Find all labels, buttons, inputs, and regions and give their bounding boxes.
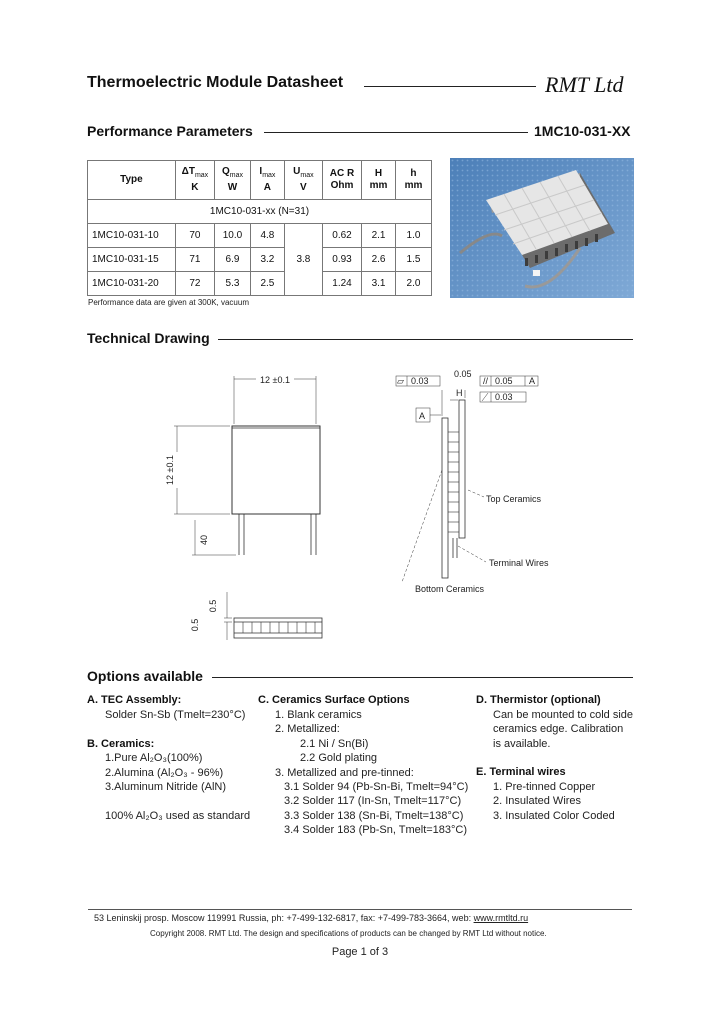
option-b-note: 100% Al₂O₃ used as standard [105, 810, 251, 822]
technical-drawing [150, 360, 600, 650]
tol-parallel-ref: A [529, 376, 536, 386]
option-c-item: 3.2 Solder 117 (In-Sn, Tmelt=117°C) [284, 795, 462, 807]
option-c-item: 3.3 Solder 138 (Sn-Bi, Tmelt=138°C) [284, 810, 464, 822]
performance-note: Performance data are given at 300K, vacuum [88, 298, 249, 307]
option-c-item: 2.1 Ni / Sn(Bi) [300, 738, 369, 750]
option-e-item: 1. Pre-tinned Copper [493, 781, 596, 793]
performance-table [87, 160, 432, 296]
footer-address: 53 Leninskij prosp. Moscow 119991 Russia, ph: +7-499-132-6817, fax: +7-499-783-3664, web: www.rmtltd.ru [94, 913, 529, 923]
tol-parallel: 0.05 [495, 376, 513, 386]
option-d-item: ceramics edge. Calibration [493, 723, 624, 735]
performance-rule [264, 132, 528, 133]
col-qmax: $Q_{max}$ W [215, 161, 251, 200]
parallel-symbol: // [483, 376, 489, 386]
footer-copyright: Copyright 2008. RMT Ltd. The design and specifications of products can be changed by RMT Ltd without notice. [150, 929, 547, 938]
cell-qmax: 10.0 [215, 224, 251, 248]
col-acr: AC R Ohm [322, 161, 361, 200]
dim-height: 12 ±0.1 [165, 455, 175, 485]
table-row [88, 248, 432, 272]
option-d-item: is available. [493, 738, 551, 750]
flatness-symbol: ⏥ [397, 376, 404, 386]
options-section-title: Options available [87, 668, 203, 684]
option-c-item: 3. Metallized and pre-tinned: [275, 767, 414, 779]
header-rule [364, 86, 536, 87]
option-e-item: 2. Insulated Wires [493, 795, 582, 807]
cell-umax-shared: 3.8 [284, 224, 322, 296]
table-row [88, 224, 432, 248]
dim-thickness: 0.5 [190, 618, 200, 632]
label-bottom-ceramics: Bottom Ceramics [415, 584, 485, 594]
model-code: 1MC10-031-XX [534, 123, 631, 139]
footer-rule [88, 909, 632, 910]
cell-acr: 1.24 [322, 272, 361, 296]
datum-A: A [419, 411, 426, 421]
brand-logo: RMT Ltd [545, 72, 624, 97]
cell-H: 3.1 [362, 272, 396, 296]
cell-h: 1.5 [395, 248, 431, 272]
option-c-item: 3.4 Solder 183 (Pb-Sn, Tmelt=183°C) [284, 824, 468, 836]
col-h: h mm [395, 161, 431, 200]
cell-acr: 0.62 [322, 224, 361, 248]
table-row [88, 272, 432, 296]
option-b-title: B. Ceramics: [87, 738, 155, 750]
option-b-item: 3.Aluminum Nitride (AlN) [105, 781, 227, 793]
options-rule [212, 677, 633, 678]
cell-qmax: 6.9 [215, 248, 251, 272]
cell-dtmax: 71 [175, 248, 214, 272]
option-c-item: 2.2 Gold plating [300, 752, 378, 764]
dim-wire: 40 [199, 534, 209, 546]
tol-parallel-h: 0.05 [454, 369, 472, 379]
table-group-row [88, 200, 432, 224]
option-b-item: 2.Alumina (Al₂O₃ - 96%) [105, 767, 224, 779]
cell-acr: 0.93 [322, 248, 361, 272]
label-top-ceramics: Top Ceramics [486, 494, 542, 504]
table-header-row [88, 161, 432, 200]
cell-H: 2.6 [362, 248, 396, 272]
cell-qmax: 5.3 [215, 272, 251, 296]
option-e-title: E. Terminal wires [476, 766, 566, 778]
dim-H: H [456, 388, 463, 398]
option-c-item: 3.1 Solder 94 (Pb-Sn-Bi, Tmelt=94°C) [284, 781, 469, 793]
page-number: Page 1 of 3 [331, 946, 389, 958]
tol-flatness-2: 0.03 [495, 392, 513, 402]
option-a-title: A. TEC Assembly: [87, 694, 182, 706]
cell-imax: 4.8 [250, 224, 284, 248]
col-umax: $U_{max}$ V [284, 161, 322, 200]
drawing-section-title: Technical Drawing [87, 330, 210, 346]
option-c-title: C. Ceramics Surface Options [258, 694, 410, 706]
option-d-title: D. Thermistor (optional) [476, 694, 601, 706]
option-c-item: 2. Metallized: [275, 723, 340, 735]
performance-section-title: Performance Parameters [87, 123, 253, 139]
drawing-rule [218, 339, 633, 340]
cell-h: 1.0 [395, 224, 431, 248]
col-dtmax: $\Delta T_{max}$ K [175, 161, 214, 200]
cell-dtmax: 70 [175, 224, 214, 248]
tol-flatness: 0.03 [411, 376, 429, 386]
cell-H: 2.1 [362, 224, 396, 248]
module-photo [450, 158, 634, 298]
col-imax: $I_{max}$ A [250, 161, 284, 200]
cell-imax: 3.2 [250, 248, 284, 272]
document-title: Thermoelectric Module Datasheet [87, 74, 344, 91]
cell-type: 1MC10-031-15 [88, 248, 176, 272]
dim-gap: 0.5 [208, 599, 218, 613]
label-terminal-wires: Terminal Wires [489, 558, 549, 568]
cell-type: 1MC10-031-10 [88, 224, 176, 248]
col-type: Type [88, 161, 176, 200]
option-c-item: 1. Blank ceramics [275, 709, 362, 721]
option-e-item: 3. Insulated Color Coded [493, 810, 615, 822]
option-d-item: Can be mounted to cold side [493, 709, 634, 721]
cell-type: 1MC10-031-20 [88, 272, 176, 296]
cell-h: 2.0 [395, 272, 431, 296]
website-link[interactable]: www.rmtltd.ru [473, 913, 529, 923]
group-label: 1MC10-031-xx (N=31) [88, 200, 432, 224]
option-a-item: Solder Sn-Sb (Tmelt=230°C) [105, 709, 246, 721]
cell-dtmax: 72 [175, 272, 214, 296]
cell-imax: 2.5 [250, 272, 284, 296]
dim-width: 12 ±0.1 [260, 375, 290, 385]
option-b-item: 1.Pure Al₂O₃(100%) [105, 752, 203, 764]
col-H: H mm [362, 161, 396, 200]
